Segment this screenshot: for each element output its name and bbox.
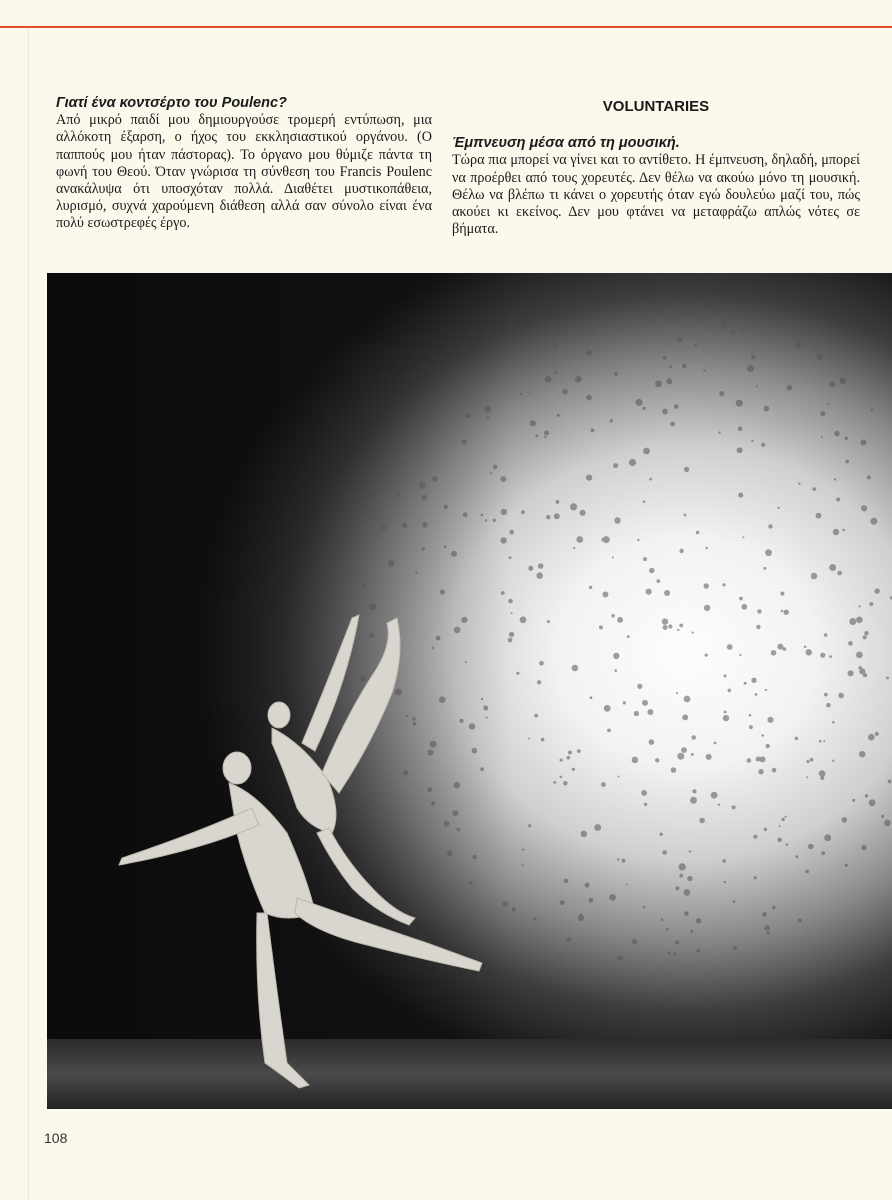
right-heading: Έμπνευση μέσα από τη μουσική. bbox=[452, 135, 680, 152]
left-heading: Γιατί ένα κοντσέρτο του Poulenc? bbox=[56, 95, 287, 111]
right-paragraph: Τώρα πια μπορεί να γίνει και το αντίθετο. Η έμπνευση, δηλαδή, μπορεί να προέρθει από τους χορευτές. Δεν θέλω να ακούω μόνο τη μουσική. Θέλω να βλέπω τι κάνει ο χορευτής όταν εγώ δουλεύω μαζί του, πώς ακούει κι εκείνος. Δεν μου φτάνει να μεταφράζω απλώς νότες σε βήματα. bbox=[452, 152, 860, 238]
section-title: VOLUNTARIES bbox=[602, 98, 710, 115]
page-gutter-line bbox=[28, 28, 29, 1200]
right-text-column bbox=[452, 95, 860, 238]
ballet-photograph bbox=[47, 273, 892, 1109]
page-number: 108 bbox=[44, 1130, 68, 1146]
left-paragraph: Από μικρό παιδί μου δημιουργούσε τρομερή εντύπωση, μια αλλόκοτη έξαρση, ο ήχος του εκκλησιαστικού οργάνου. (Ο παππούς μου ήταν πάστορας). Το όργανο μου θύμιζε πάντα τη φωνή του Θεού. Όταν γνώρισα τη σύνθεση του Francis Poulenc ανακάλυψα ότι υποσχόταν πολλά. Διαθέτει μυστικοπάθεια, λυρισμό, συχνά χαρούμενη διάθεση αλλά σαν σύνολο είναι ένα πολύ εσωστρεφές έργο. bbox=[56, 112, 432, 232]
left-text-column bbox=[56, 95, 432, 233]
dancers-silhouette bbox=[47, 273, 892, 1109]
top-accent-rule bbox=[0, 26, 892, 28]
